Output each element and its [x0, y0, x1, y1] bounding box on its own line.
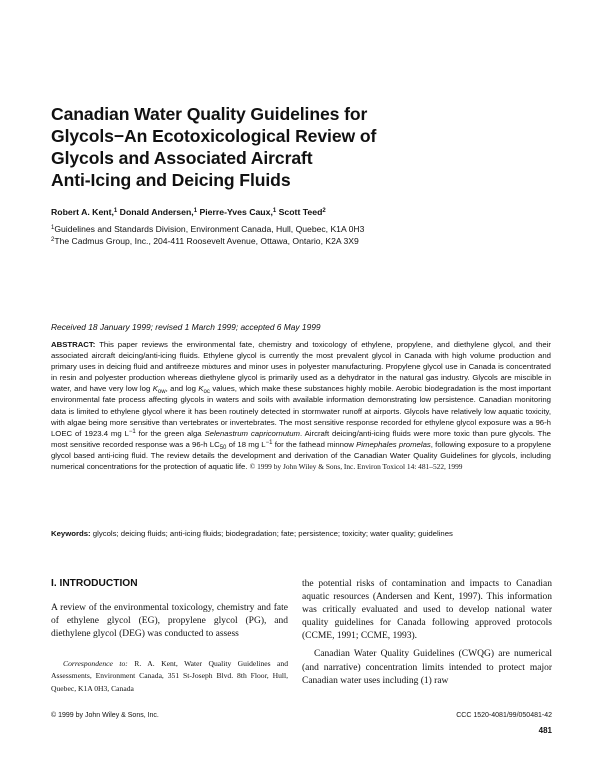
- author-name: Scott Teed: [278, 207, 323, 217]
- affiliation-marker: 1: [272, 208, 277, 214]
- title-line: Canadian Water Quality Guidelines for: [51, 104, 368, 124]
- abstract-superscript: −1: [265, 439, 273, 446]
- abstract-symbol: K: [152, 384, 158, 394]
- correspondence-text: R. A. Kent, Water Quality Guidelines and Assessments, Environment Canada, 351 St-Joseph Blvd. 8th Floor, Hull, Quebec, K1A 0H3, Canada: [51, 659, 289, 693]
- abstract-text: . Aircraft deicing/anti-icing fluids were more toxic than pure glycols. The most sensitive recorded response was a 96-h LC: [51, 428, 551, 449]
- correspondence-label: Correspondence to:: [63, 659, 128, 668]
- abstract-symbol: K: [198, 384, 204, 394]
- author-list: [51, 207, 326, 217]
- affiliation-1: [51, 224, 364, 234]
- abstract-subscript: oc: [203, 389, 210, 396]
- author-name: Donald Andersen,: [119, 207, 194, 217]
- affiliation-marker: 1: [51, 225, 55, 231]
- species-name: Pimephales promelas: [356, 439, 431, 449]
- intro-right-paragraph: Canadian Water Quality Guidelines (CWQG) are numerical (and narrative) concentration limits intended to protect major Canadian water uses including (1) raw: [302, 649, 552, 686]
- author-name: Robert A. Kent,: [51, 207, 114, 217]
- abstract-text: , and log: [165, 384, 196, 394]
- abstract-subscript: ow: [157, 389, 166, 396]
- abstract-text: This paper reviews the environmental fate, chemistry and toxicology of ethylene, propylene, and diethylene glycol, and their associated aircraft deicing/anti-icing fluids. Ethylene glycol is currently the most prevalent glycol in Canada with high volume production and primary uses in deicing fluid and antifreeze mixtures and minor uses in polyester manufacturing. Propylene glycol use in Canada is concentrated in resin and polyester production whereas diethylene glycol is primarily used as a dehydrator in the natural gas industry. Glycols are miscible in water, and have very low log: [51, 340, 551, 394]
- abstract-text: for the green alga: [138, 428, 202, 438]
- footer-ccc-code: CCC 1520-4081/99/050481-42: [456, 712, 552, 719]
- abstract-copyright: © 1999 by John Wiley & Sons, Inc. Environ Toxicol 14: 481–522, 1999: [249, 462, 463, 472]
- footer-copyright: © 1999 by John Wiley & Sons, Inc.: [51, 712, 159, 719]
- title-line: Glycols−An Ecotoxicological Review of: [51, 126, 377, 146]
- correspondence-note: [51, 658, 288, 695]
- title-line: Anti-Icing and Deicing Fluids: [51, 170, 291, 190]
- intro-right-column: [302, 578, 552, 688]
- abstract: [51, 339, 551, 472]
- affiliation-marker: 1: [193, 208, 198, 214]
- abstract-text: of 18 mg L: [228, 439, 266, 449]
- section-heading: I. INTRODUCTION: [51, 578, 138, 589]
- affiliation-marker: 2: [51, 237, 55, 243]
- affiliation-marker: 1: [113, 208, 118, 214]
- affiliation-text: Guidelines and Standards Division, Environment Canada, Hull, Quebec, K1A 0H3: [54, 224, 365, 234]
- author-name: Pierre-Yves Caux,: [199, 207, 273, 217]
- affiliation-marker: 2: [322, 208, 326, 214]
- abstract-subscript: 50: [219, 444, 227, 451]
- page-number: 481: [538, 726, 552, 735]
- keywords-label: Keywords:: [51, 529, 91, 538]
- affiliation-text: The Cadmus Group, Inc., 204-411 Roosevelt Avenue, Ottawa, Ontario, K2A 3X9: [54, 236, 359, 246]
- abstract-label: ABSTRACT:: [51, 340, 96, 349]
- abstract-superscript: −1: [128, 428, 136, 435]
- keywords-text: glycols; deicing fluids; anti-icing fluids; biodegradation; fate; persistence; toxicity; water quality; guidelines: [92, 529, 453, 538]
- abstract-text: values, which make these substances highly mobile. Aerobic biodegradation is the most important environmental fate process affecting glycols in waters and soils with available information demonstrating low persistence. Canadian monitoring data is limited to ethylene glycol where it has been routinely detected in stormwater runoff at airports. Glycols have relatively low aquatic toxicity, with algae being more sensitive than vertebrates or invertebrates. The most sensitive response recorded for ethylene glycol exposure was a 96-h LOEC of 1923.4 mg L: [51, 384, 552, 438]
- article-title: [51, 103, 431, 191]
- abstract-text: , following exposure to a propylene glycol based anti-icing fluid. The review details the development and derivation of the Canadian Water Quality Guidelines for glycols, including numerical concentrations for the protection of aquatic life.: [51, 439, 552, 472]
- intro-left-paragraph: A review of the environmental toxicology, chemistry and fate of ethylene glycol (EG), propylene glycol (PG), and diethylene glycol (DEG) was conducted to assess: [51, 603, 288, 640]
- keywords: [51, 528, 551, 539]
- intro-right-paragraph: the potential risks of contamination and impacts to Canadian aquatic resources (Andersen and Kent, 1997). This information was critically evaluated and used to develop national water quality guidelines for Canada following approved protocols (CCME, 1991; CCME, 1993).: [302, 579, 552, 642]
- affiliation-2: [51, 236, 359, 246]
- title-line: Glycols and Associated Aircraft: [51, 148, 313, 168]
- received-dates: Received 18 January 1999; revised 1 March 1999; accepted 6 May 1999: [51, 322, 321, 332]
- species-name: Selenastrum capricornutum: [204, 428, 300, 438]
- abstract-text: for the fathead minnow: [274, 439, 354, 449]
